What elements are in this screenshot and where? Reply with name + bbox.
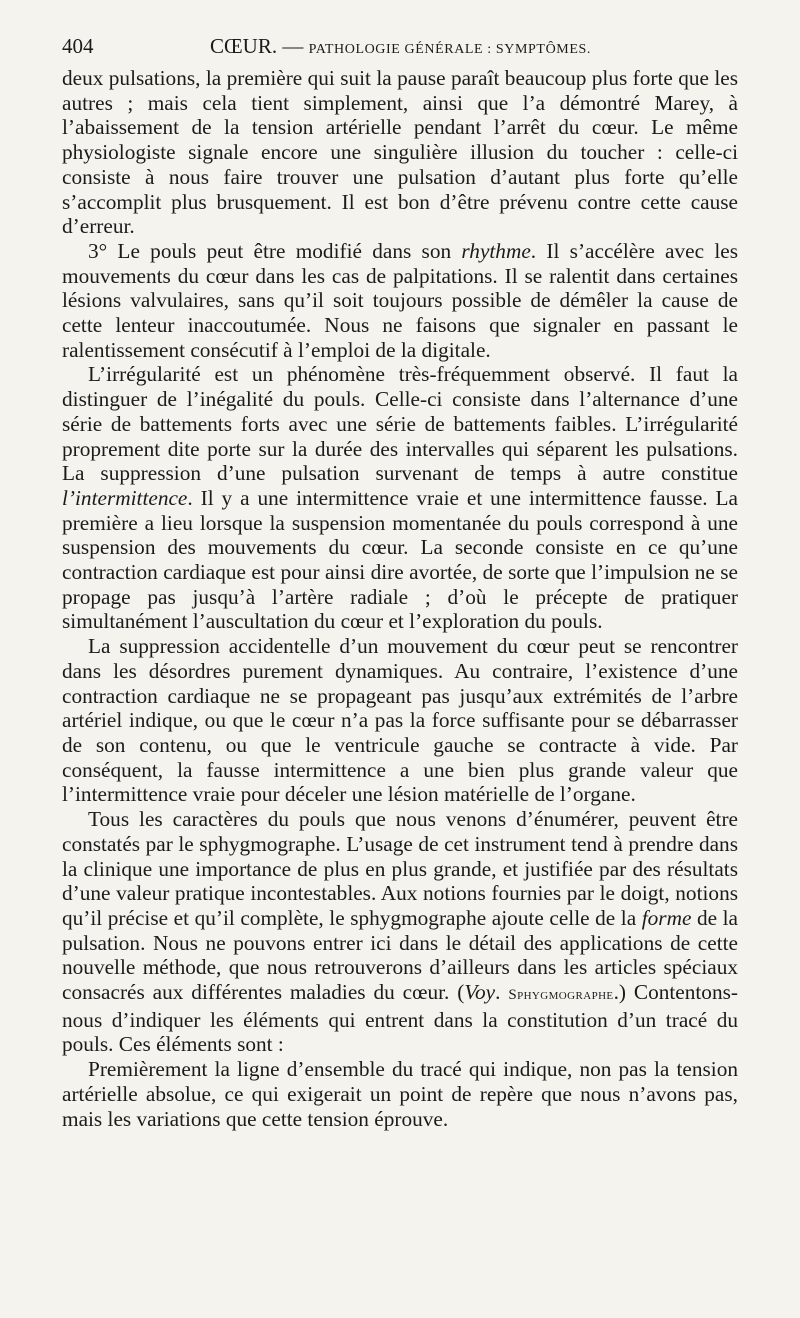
page-number: 404	[62, 34, 94, 58]
running-title-rest: PATHOLOGIE GÉNÉRALE : SYMPTÔMES.	[308, 42, 591, 57]
p5-voy: Voy	[464, 980, 496, 1005]
running-title-lead: CŒUR. —	[210, 34, 309, 58]
paragraph-1: deux pulsations, la première qui suit la pause paraît beaucoup plus forte que les autres ; mais cela tient simplement, ainsi que l’a démontré Marey, à l’abaissement de la tension artérielle pendant l’arrêt du cœur. Le même physiologiste signale encore une singulière illusion du toucher : celle-ci consiste à nous faire trouver une pulsation d’autant plus forte qu’elle s’accomplit plus brusquement. Il est bon d’être prévenu contre cette cause d’erreur.	[62, 66, 738, 239]
p3-text-b: . Il y a une intermittence vraie et une intermittence fausse. La première a lieu lorsque la suspension momentanée du pouls correspond à une suspension des mouvements du cœur. La seconde consiste en ce qu’une contraction cardiaque est pour ainsi dire avortée, de sorte que l’impulsion ne se propage pas jusqu’à l’artère radiale ; d’où le précepte de pratiquer simultanément l’auscultation du cœur et l’exploration du pouls.	[62, 485, 738, 634]
p5-text-c: .	[495, 980, 509, 1005]
page-body	[62, 66, 738, 1131]
p5-small-caps: Sphygmographe	[508, 987, 614, 1004]
paragraph-4: La suppression accidentelle d’un mouvement du cœur peut se rencontrer dans les désordres purement dynamiques. Au contraire, l’existence d’une contraction cardiaque ne se propageant pas jusqu’aux extrémités de l’arbre artériel indique, ou que le cœur n’a pas la force suffisante pour se débarrasser de son contenu, ou que le ventricule gauche se contracte à vide. Par conséquent, la fausse intermittence a une bien plus grande valeur que l’intermittence vraie pour déceler une lésion matérielle de l’organe.	[62, 634, 738, 807]
p2-text-a: 3° Le pouls peut être modifié dans son	[88, 238, 462, 263]
p3-text-a: L’irrégularité est un phénomène très-fréquemment observé. Il faut la distinguer de l’inégalité du pouls. Celle-ci consiste dans l’alternance d’une série de battements forts avec une série de battements faibles. L’irrégularité proprement dite porte sur la durée des intervalles qui séparent les pulsations. La suppression d’une pulsation survenant de temps à autre constitue	[62, 362, 738, 486]
p2-text-b: . Il s’accélère avec les mouvements du cœur dans les cas de palpitations. Il se ralentit dans certaines lésions valvulaires, sans qu’il soit toujours possible de démêler la cause de cette lenteur inaccoutumée. Nous ne faisons que signaler en passant le ralentissement consécutif à l’emploi de la digitale.	[62, 238, 738, 362]
running-header	[62, 34, 738, 64]
paragraph-6: Premièrement la ligne d’ensemble du tracé qui indique, non pas la tension artérielle absolue, ce qui exigerait un point de repère que nous n’avons pas, mais les variations que cette tension éprouve.	[62, 1057, 738, 1131]
paragraph-5	[62, 807, 738, 1057]
paragraph-2	[62, 239, 738, 363]
p2-emphasis: rhythme	[461, 238, 531, 263]
p3-emphasis: l’intermittence	[62, 485, 188, 510]
p5-text-d: .) Contentons-nous d’indiquer les éléments qui entrent dans la constitution d’un tracé du pouls. Ces éléments sont :	[62, 980, 738, 1057]
running-title	[210, 34, 591, 59]
p5-text-b: de la pulsation. Nous ne pouvons entrer ici dans le détail des applications de cette nouvelle méthode, que nous retrouverons d’ailleurs dans les articles spéciaux consacrés aux différentes maladies du cœur. (	[62, 905, 739, 1005]
p5-emphasis: forme	[641, 905, 692, 930]
paragraph-3	[62, 362, 738, 634]
p5-text-a: Tous les caractères du pouls que nous venons d’énumérer, peuvent être constatés par le sphygmographe. L’usage de cet instrument tend à prendre dans la clinique une importance de plus en plus grande, et justifiée par des résultats d’une valeur pratique incontestables. Aux notions fournies par le doigt, notions qu’il précise et qu’il complète, le sphygmographe ajoute celle de la	[62, 807, 738, 930]
